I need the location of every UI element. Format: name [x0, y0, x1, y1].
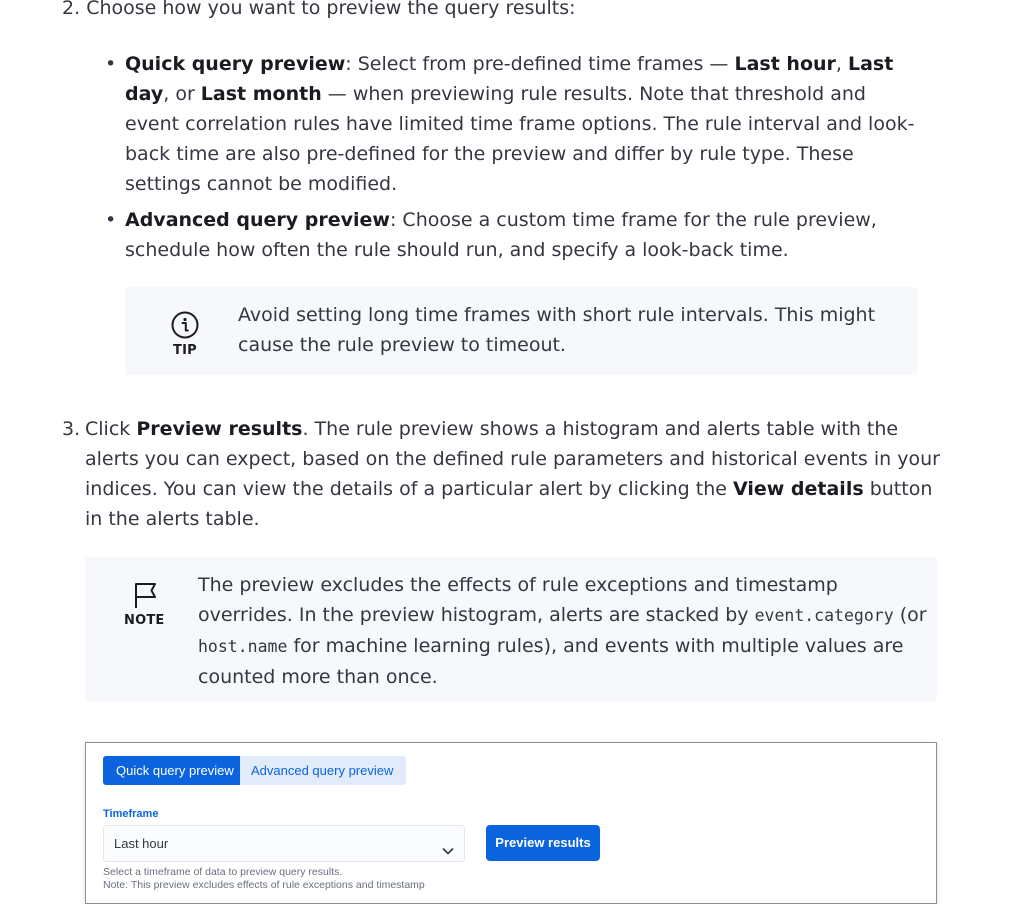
code-event-category: event.category	[754, 606, 894, 625]
step2-heading	[62, 0, 576, 23]
option-last-month: Last month	[200, 83, 322, 105]
quick-preview-title: Quick query preview	[125, 53, 346, 75]
tip-label: TIP	[173, 343, 197, 358]
list-item-advanced-preview: • Advanced query preview: Choose a custom time frame for the rule preview, schedule how often the rule should run, and specify a look-back time.	[125, 205, 925, 265]
preview-tabs	[103, 756, 406, 785]
tab-quick-query-preview[interactable]: Quick query preview	[103, 756, 240, 785]
step3-paragraph: 3. Click Preview results. The rule preview shows a histogram and alerts table with the alerts you can expect, based on the defined rule parameters and historical events in your indices. You can view the details of a particular alert by clicking the View details button in the alerts table.	[62, 414, 942, 534]
note-label: NOTE	[124, 613, 165, 628]
step3-number: 3.	[62, 418, 81, 440]
tab-advanced-query-preview[interactable]: Advanced query preview	[240, 756, 406, 785]
timeframe-help-text: Select a timeframe of data to preview query results. Note: This preview excludes effects of rule exceptions and timestamp	[103, 866, 425, 891]
timeframe-label: Timeframe	[103, 808, 159, 820]
timeframe-select[interactable]	[103, 825, 465, 862]
advanced-preview-title: Advanced query preview	[125, 209, 390, 231]
chevron-down-icon	[442, 839, 454, 861]
preview-ui-screenshot	[85, 742, 937, 904]
preview-results-ref: Preview results	[136, 418, 303, 440]
step2-text: Choose how you want to preview the query results:	[86, 0, 576, 19]
code-host-name: host.name	[198, 637, 288, 656]
list-item-quick-preview: • Quick query preview: Select from pre-defined time frames — Last hour, Last day, or Last month — when previewing rule results. Note that threshold and event correlation rules have limited time frame options. The rule interval and look-back time are also pre-defined for the preview and differ by rule type. These settings cannot be modified.	[125, 49, 925, 199]
timeframe-value: Last hour	[114, 836, 169, 851]
preview-results-button[interactable]: Preview results	[486, 825, 600, 861]
flag-icon	[133, 581, 159, 614]
option-last-day: Last day	[125, 53, 894, 105]
step2-number: 2.	[62, 0, 81, 19]
tip-text: Avoid setting long time frames with short rule intervals. This might cause the rule preview to timeout.	[238, 304, 876, 356]
note-text: The preview excludes the effects of rule exceptions and timestamp overrides. In the preview histogram, alerts are stacked by event.category (or host.name for machine learning rules), and events with multiple values are counted more than once.	[198, 574, 927, 688]
info-icon	[171, 311, 199, 344]
option-last-hour: Last hour	[734, 53, 836, 75]
view-details-ref: View details	[732, 478, 864, 500]
preview-options-list	[125, 49, 925, 271]
